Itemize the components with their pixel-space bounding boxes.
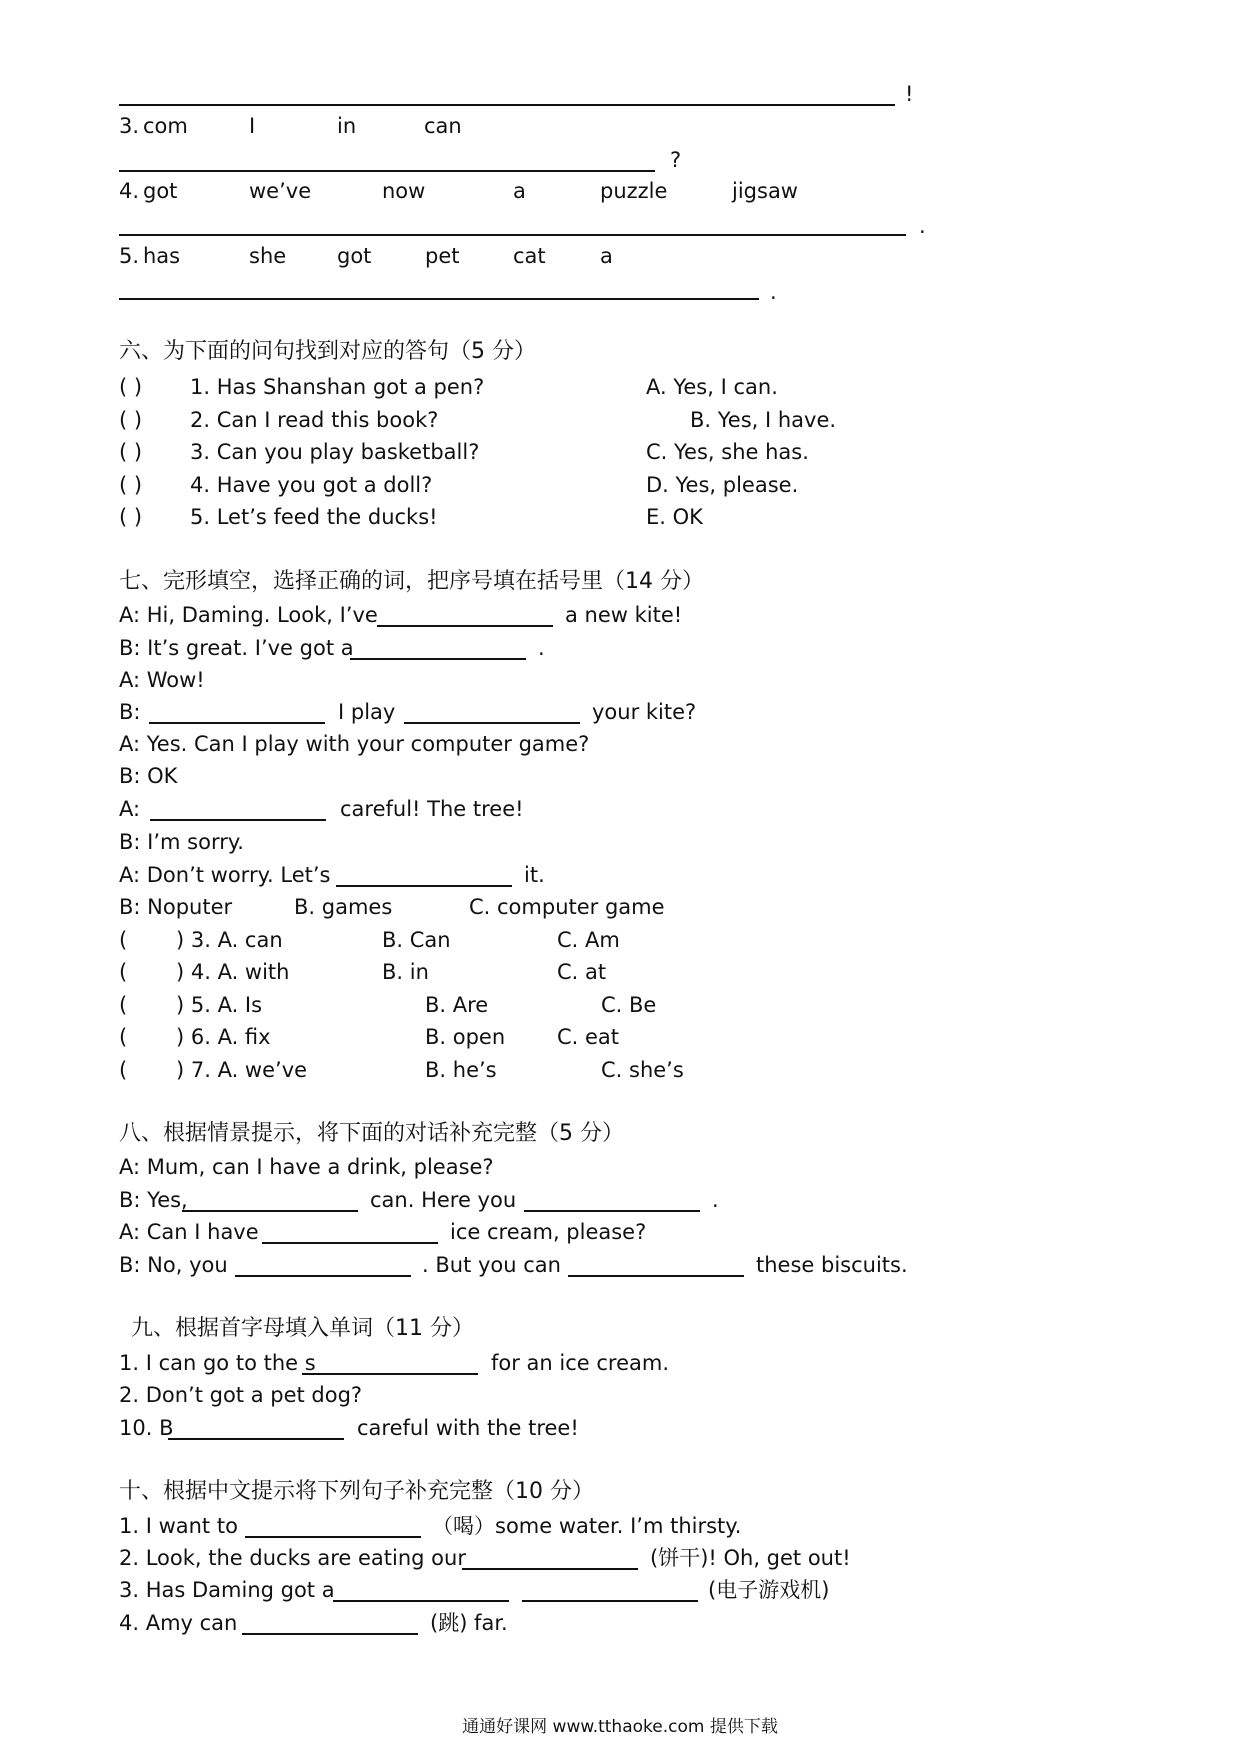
s9-line-1a: 1. I can go to the s bbox=[119, 1351, 316, 1375]
s7-choice-5-b: B. Are bbox=[425, 993, 489, 1017]
s8-line-3a: A: Can I have bbox=[119, 1220, 259, 1244]
s10-blank-2[interactable] bbox=[462, 1568, 638, 1570]
s6-paren-4[interactable]: ( ) bbox=[119, 473, 143, 497]
s7-dialogue-2b: . bbox=[538, 636, 545, 660]
s7-choice-3-c: C. Am bbox=[557, 928, 620, 952]
s6-question-5: 5. Let’s feed the ducks! bbox=[190, 505, 438, 529]
s7-dialogue-5: A: Yes. Can I play with your computer game? bbox=[119, 732, 590, 756]
s7-choice-6-b: B. open bbox=[425, 1025, 506, 1049]
s9-line-3a: 10. B bbox=[119, 1416, 174, 1440]
s7-dialogue-9a: A: Don’t worry. Let’s bbox=[119, 863, 331, 887]
s9-line-2: 2. Don’t got a pet dog? bbox=[119, 1383, 363, 1407]
page-footer: 通通好课网 www.tthaoke.com 提供下载 bbox=[462, 1717, 778, 1737]
s7-choice-6-paren[interactable]: ( bbox=[119, 1025, 128, 1049]
q5-word-6: a bbox=[600, 244, 613, 268]
answer-line-5 bbox=[119, 298, 759, 300]
q4-number: 4. bbox=[119, 179, 140, 203]
s6-paren-5[interactable]: ( ) bbox=[119, 505, 143, 529]
q3-number: 3. bbox=[119, 114, 140, 138]
s7-choice-6-c: C. eat bbox=[557, 1025, 620, 1049]
s8-line-2a: B: Yes, bbox=[119, 1188, 188, 1212]
s7-option-row-computer: C. computer game bbox=[469, 895, 665, 919]
s10-line-2a: 2. Look, the ducks are eating our bbox=[119, 1546, 466, 1570]
q3-word-3: in bbox=[337, 114, 357, 138]
s10-line-1b: （喝）some water. I’m thirsty. bbox=[432, 1514, 742, 1538]
s8-line-4c: these biscuits. bbox=[756, 1253, 908, 1277]
s10-blank-1[interactable] bbox=[245, 1536, 421, 1538]
s6-question-1: 1. Has Shanshan got a pen? bbox=[190, 375, 485, 399]
section-7-heading: 七、完形填空，选择正确的词，把序号填在括号里（14 分） bbox=[119, 569, 704, 594]
s7-blank-6[interactable] bbox=[336, 885, 512, 887]
s6-answer-c: C. Yes, she has. bbox=[646, 440, 809, 464]
s7-blank-3[interactable] bbox=[149, 722, 325, 724]
s10-line-3b: (电子游戏机) bbox=[708, 1578, 830, 1602]
q3-word-2: I bbox=[249, 114, 256, 138]
s6-question-3: 3. Can you play basketball? bbox=[190, 440, 480, 464]
s7-choice-7-c: C. she’s bbox=[601, 1058, 684, 1082]
s7-choice-5: ) 5. A. Is bbox=[176, 993, 263, 1017]
s8-line-1: A: Mum, can I have a drink, please? bbox=[119, 1155, 494, 1179]
s7-choice-3-paren[interactable]: ( bbox=[119, 928, 128, 952]
s10-blank-5[interactable] bbox=[242, 1633, 418, 1635]
s7-blank-2[interactable] bbox=[350, 658, 526, 660]
s7-dialogue-4c: your kite? bbox=[592, 700, 697, 724]
q3-word-1: com bbox=[143, 114, 188, 138]
s8-line-3b: ice cream, please? bbox=[450, 1220, 647, 1244]
s7-choice-4-b: B. in bbox=[382, 960, 429, 984]
s10-blank-3[interactable] bbox=[333, 1600, 509, 1602]
s7-blank-1[interactable] bbox=[377, 625, 553, 627]
s9-blank-1[interactable] bbox=[302, 1373, 478, 1375]
section-9-heading: 九、根据首字母填入单词（11 分） bbox=[131, 1316, 474, 1341]
s7-dialogue-4a: B: bbox=[119, 700, 141, 724]
s6-paren-2[interactable]: ( ) bbox=[119, 408, 143, 432]
s6-answer-a: A. Yes, I can. bbox=[646, 375, 778, 399]
answer-line-4 bbox=[119, 234, 906, 236]
s7-choice-4-paren[interactable]: ( bbox=[119, 960, 128, 984]
s6-answer-b: B. Yes, I have. bbox=[690, 408, 837, 432]
s7-dialogue-9b: it. bbox=[524, 863, 545, 887]
s7-choice-6: ) 6. A. fix bbox=[176, 1025, 271, 1049]
section-6-heading: 六、为下面的问句找到对应的答句（5 分） bbox=[119, 339, 536, 364]
q5-word-1: has bbox=[143, 244, 181, 268]
answer-line-4-end: . bbox=[919, 214, 926, 238]
s10-line-4b: (跳) far. bbox=[430, 1611, 508, 1635]
s8-blank-1[interactable] bbox=[182, 1210, 358, 1212]
q5-word-4: pet bbox=[425, 244, 460, 268]
s8-blank-3[interactable] bbox=[262, 1242, 438, 1244]
s7-choice-3: ) 3. A. can bbox=[176, 928, 283, 952]
s7-dialogue-6: B: OK bbox=[119, 764, 178, 788]
s7-dialogue-1b: a new kite! bbox=[565, 603, 683, 627]
s6-question-2: 2. Can I read this book? bbox=[190, 408, 439, 432]
s8-line-2b: can. Here you bbox=[370, 1188, 517, 1212]
s10-line-3a: 3. Has Daming got a bbox=[119, 1578, 335, 1602]
s9-blank-2[interactable] bbox=[168, 1438, 344, 1440]
s6-answer-e: E. OK bbox=[646, 505, 703, 529]
s7-blank-4[interactable] bbox=[404, 722, 580, 724]
s7-dialogue-2a: B: It’s great. I’ve got a bbox=[119, 636, 354, 660]
section-10-heading: 十、根据中文提示将下列句子补充完整（10 分） bbox=[119, 1479, 594, 1504]
s9-line-1b: for an ice cream. bbox=[491, 1351, 670, 1375]
answer-line-3 bbox=[119, 170, 655, 172]
s8-line-2c: . bbox=[712, 1188, 719, 1212]
s7-dialogue-4b: I play bbox=[338, 700, 396, 724]
s7-choice-7-paren[interactable]: ( bbox=[119, 1058, 128, 1082]
s7-choice-3-b: B. Can bbox=[382, 928, 451, 952]
q3-word-4: can bbox=[424, 114, 462, 138]
s7-blank-5[interactable] bbox=[150, 819, 326, 821]
q5-number: 5. bbox=[119, 244, 140, 268]
q4-word-3: now bbox=[382, 179, 426, 203]
answer-line-2 bbox=[119, 104, 895, 106]
q5-word-5: cat bbox=[513, 244, 546, 268]
answer-line-2-end: ! bbox=[905, 82, 914, 106]
q4-word-1: got bbox=[143, 179, 178, 203]
s7-option-row-b: B: Noputer bbox=[119, 895, 233, 919]
s7-dialogue-7a: A: bbox=[119, 797, 141, 821]
s7-choice-5-paren[interactable]: ( bbox=[119, 993, 128, 1017]
s9-line-3b: careful with the tree! bbox=[357, 1416, 579, 1440]
s7-option-row-games: B. games bbox=[294, 895, 393, 919]
s7-dialogue-8: B: I’m sorry. bbox=[119, 830, 244, 854]
s8-blank-2[interactable] bbox=[524, 1210, 700, 1212]
s7-dialogue-3: A: Wow! bbox=[119, 668, 205, 692]
s8-line-4a: B: No, you bbox=[119, 1253, 228, 1277]
s6-paren-3[interactable]: ( ) bbox=[119, 440, 143, 464]
s10-blank-4[interactable] bbox=[522, 1600, 698, 1602]
q4-word-5: puzzle bbox=[600, 179, 668, 203]
s8-line-4b: . But you can bbox=[422, 1253, 561, 1277]
s7-dialogue-7b: careful! The tree! bbox=[340, 797, 524, 821]
s6-paren-1[interactable]: ( ) bbox=[119, 375, 143, 399]
s7-choice-7-b: B. he’s bbox=[425, 1058, 497, 1082]
s6-question-4: 4. Have you got a doll? bbox=[190, 473, 433, 497]
s7-choice-4-c: C. at bbox=[557, 960, 607, 984]
q5-word-3: got bbox=[337, 244, 372, 268]
s7-choice-4: ) 4. A. with bbox=[176, 960, 290, 984]
q4-word-4: a bbox=[513, 179, 526, 203]
answer-line-3-end: ? bbox=[670, 148, 682, 172]
q5-word-2: she bbox=[249, 244, 287, 268]
s7-choice-7: ) 7. A. we’ve bbox=[176, 1058, 308, 1082]
q4-word-6: jigsaw bbox=[732, 179, 798, 203]
section-8-heading: 八、根据情景提示，将下面的对话补充完整（5 分） bbox=[119, 1121, 624, 1146]
s10-line-4a: 4. Amy can bbox=[119, 1611, 238, 1635]
s6-answer-d: D. Yes, please. bbox=[646, 473, 799, 497]
s7-choice-5-c: C. Be bbox=[601, 993, 657, 1017]
s8-blank-4[interactable] bbox=[235, 1275, 411, 1277]
s10-line-1a: 1. I want to bbox=[119, 1514, 238, 1538]
s7-dialogue-1a: A: Hi, Daming. Look, I’ve bbox=[119, 603, 378, 627]
answer-line-5-end: . bbox=[770, 280, 777, 304]
s8-blank-5[interactable] bbox=[568, 1275, 744, 1277]
q4-word-2: we’ve bbox=[249, 179, 312, 203]
s10-line-2b: (饼干)! Oh, get out! bbox=[650, 1546, 851, 1570]
